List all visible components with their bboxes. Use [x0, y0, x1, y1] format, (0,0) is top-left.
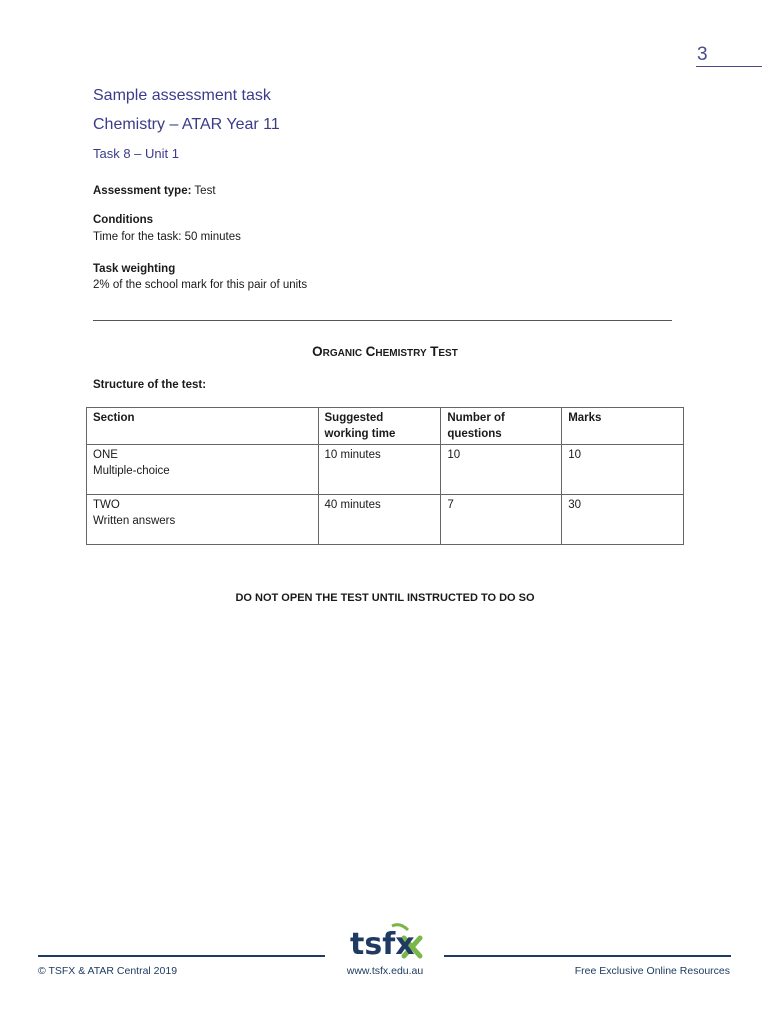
- title-rest-est: EST: [438, 348, 458, 359]
- header-questions-line2: questions: [447, 428, 502, 440]
- cell-time: 40 minutes: [318, 495, 441, 545]
- cell-marks: 10: [562, 445, 684, 495]
- header-questions-line1: Number of: [447, 412, 505, 424]
- header-title: Sample assessment task: [93, 87, 271, 104]
- cell-section: [87, 495, 319, 545]
- task-weighting-value: 2% of the school mark for this pair of units: [93, 279, 308, 291]
- section-number: TWO: [93, 499, 120, 511]
- footer-website[interactable]: www.tsfx.edu.au: [346, 965, 424, 977]
- section-number: ONE: [93, 449, 118, 461]
- divider: [93, 320, 672, 321]
- footer-tagline: Free Exclusive Online Resources: [574, 965, 730, 977]
- section-name: Multiple-choice: [93, 465, 170, 477]
- header-task: Task 8 – Unit 1: [93, 146, 179, 161]
- cell-time: 10 minutes: [318, 445, 441, 495]
- tsfx-logo-text: tsfx: [350, 927, 415, 960]
- footer-rule-left: [38, 955, 325, 957]
- assessment-type-value: Test: [191, 185, 216, 197]
- title-cap-t: T: [430, 344, 439, 359]
- title-cap-o: O: [312, 344, 323, 359]
- title-cap-c: C: [365, 344, 376, 359]
- header-time-line2: working time: [324, 428, 396, 440]
- test-title: [0, 344, 770, 359]
- table-row: [87, 495, 684, 545]
- title-rest-hemistry: HEMISTRY: [375, 348, 427, 359]
- footer-rule-right: [444, 955, 731, 957]
- header-section: Section: [87, 408, 319, 445]
- title-rest-rganic: RGANIC: [322, 348, 363, 359]
- header-marks: Marks: [562, 408, 684, 445]
- task-weighting-label: Task weighting: [93, 263, 176, 275]
- structure-label: Structure of the test:: [93, 379, 207, 391]
- cell-questions: 10: [441, 445, 562, 495]
- do-not-open-warning: DO NOT OPEN THE TEST UNTIL INSTRUCTED TO DO SO: [235, 592, 535, 604]
- cell-section: [87, 445, 319, 495]
- page-number: 3: [697, 44, 708, 65]
- assessment-type: [93, 181, 216, 199]
- assessment-type-label: Assessment type:: [93, 185, 192, 197]
- page-number-rule: [696, 66, 762, 67]
- structure-table: [86, 407, 684, 545]
- conditions-label: Conditions: [93, 214, 154, 226]
- header-time-line1: Suggested: [324, 412, 384, 424]
- header-subject: Chemistry – ATAR Year 11: [93, 116, 280, 133]
- table-header-row: [87, 408, 684, 445]
- header-time: [318, 408, 441, 445]
- tsfx-logo: [340, 920, 430, 960]
- cell-marks: 30: [562, 495, 684, 545]
- conditions-value: Time for the task: 50 minutes: [93, 231, 241, 243]
- header-questions: [441, 408, 562, 445]
- footer-copyright: © TSFX & ATAR Central 2019: [38, 965, 178, 977]
- table-row: [87, 445, 684, 495]
- section-name: Written answers: [93, 515, 176, 527]
- cell-questions: 7: [441, 495, 562, 545]
